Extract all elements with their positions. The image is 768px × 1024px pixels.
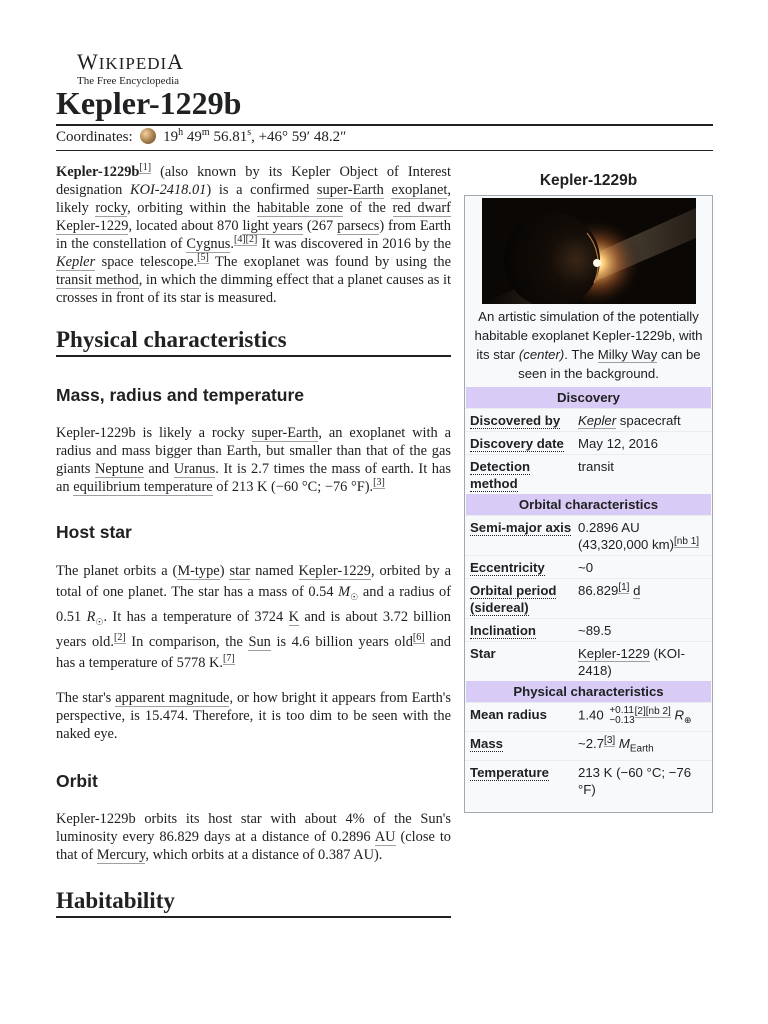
link-apparent-magnitude[interactable]: apparent magnitude (115, 690, 230, 707)
exoplanet-artwork (482, 198, 696, 304)
host-star-paragraph: The planet orbits a (M-type) star named Kepler-1229, orbited by a total of one planet. The star has a mass of 0.54 $M_☉$ and a radius of 0.51 $R_☉$. It has a temperature of 3724 K and is about 3.72 billion years old.[2] In comparison, the Sun is 4.6 billion years old[6] and has a temperature of 5778 K.[7] (56, 563, 452, 671)
link-kepler-1229-infobox[interactable]: Kepler-1229 (578, 646, 650, 661)
page-title: Kepler-1229b (56, 85, 242, 121)
infobox-row: Discovered by Kepler spacecraft (465, 408, 712, 431)
infobox-image[interactable] (482, 198, 696, 304)
coordinates-divider (56, 150, 713, 151)
coordinates-label: Coordinates: (56, 129, 133, 145)
link-milky-way[interactable]: Milky Way (597, 347, 658, 362)
link-parsecs[interactable]: parsecs (337, 218, 380, 234)
section-heading-physical: Physical characteristics (56, 327, 287, 352)
infobox-row: Mass ~2.7[3] $M_{Earth}$ (465, 731, 712, 760)
infobox-row: Mean radius 1.40 +0.11 −0.13[2][nb 2] $R_\oplus$ (465, 702, 712, 731)
link-sun[interactable]: Sun (248, 634, 271, 651)
logo-wordmark: WIKIPEDIA (77, 49, 185, 74)
link-star[interactable]: star (229, 563, 251, 579)
link-neptune[interactable]: Neptune (94, 461, 144, 477)
infobox-header-physical: Physical characteristics (466, 681, 711, 702)
section-heading-host-star: Host star (56, 522, 132, 542)
coordinates-dec[interactable]: +46° 59′ 48.2″ (258, 129, 347, 145)
link-equilibrium-temperature[interactable]: equilibrium temperature (73, 479, 213, 495)
ref-nb-1[interactable]: [nb 1] (674, 535, 700, 547)
section-heading-orbit: Orbit (56, 771, 98, 792)
intro-paragraph: Kepler-1229b[1] (also known by its Kepler Object of Interest designation KOI-2418.01) is a confirmed super-Earth exoplanet, likely rocky, orbiting within the habitable zone of the red dwarf Kepler-1229, located about 870 light years (267 parsecs) from Earth in the constellation of Cygnus.[4][2] It was discovered in 2016 by the Kepler space telescope.[5] The exoplanet was found by using the transit method, in which the dimming effect that a planet causes as it crosses in front of its star is measured. (56, 162, 452, 306)
link-habitable-zone[interactable]: habitable zone (256, 200, 344, 216)
infobox-row: Discovery date May 12, 2016 (465, 431, 712, 454)
ref-2-nb-2[interactable]: [2][nb 2] (634, 706, 671, 718)
magnitude-paragraph: The star's apparent magnitude, or how bright it appears from Earth's perspective, is 15.474. Therefore, it is too dim to be seen with the naked eye. (56, 690, 451, 743)
link-cygnus[interactable]: Cygnus (186, 236, 231, 252)
infobox-header-orbital: Orbital characteristics (466, 494, 711, 515)
ref-6[interactable]: [6] (412, 632, 425, 644)
infobox-caption: An artistic simulation of the potentially habitable exoplanet Kepler-1229b, with its star (center). The Milky Way can be seen in the background. (474, 309, 703, 381)
link-red-dwarf[interactable]: red dwarf (392, 200, 451, 216)
link-au[interactable]: AU (374, 829, 396, 846)
ref-3[interactable]: [3] (373, 477, 385, 489)
section-heading-habitability: Habitability (56, 888, 175, 914)
ref-4-2[interactable]: [4][2] (234, 234, 258, 246)
link-super-earth-2[interactable]: super-Earth (251, 425, 319, 441)
link-light-years[interactable]: light years (242, 218, 304, 234)
ref-3-infobox[interactable]: [3] (604, 734, 616, 746)
link-transit-method[interactable]: transit method (56, 272, 139, 288)
link-kepler-spacecraft[interactable]: Kepler (578, 413, 617, 428)
ref-2[interactable]: [2] (113, 632, 126, 644)
link-uranus[interactable]: Uranus (173, 461, 216, 477)
link-mercury[interactable]: Mercury (96, 847, 146, 864)
infobox-row: Star Kepler-1229 (KOI-2418) (465, 641, 712, 681)
link-day[interactable]: d (633, 583, 641, 598)
coordinates-link[interactable]: 19$^h$ 49$^m$ 56.81$^s$, (163, 127, 255, 145)
infobox (464, 195, 713, 813)
infobox-row: Inclination ~89.5 (465, 618, 712, 641)
article-body (56, 163, 451, 918)
infobox-header-discovery: Discovery (466, 387, 711, 408)
link-exoplanet[interactable]: exoplanet (391, 182, 448, 198)
infobox-title: Kepler-1229b (539, 172, 638, 189)
link-kepler-1229[interactable]: Kepler-1229 (56, 218, 129, 234)
infobox-row: Orbital period (sidereal) 86.829[1] d (465, 578, 712, 618)
globe-icon[interactable] (140, 128, 156, 144)
title-divider (56, 124, 713, 126)
link-m-type[interactable]: M-type (177, 563, 220, 579)
mass-paragraph: Kepler-1229b is likely a rocky super-Earth, an exoplanet with a radius and mass bigger than Earth, but smaller than that of the gas giants Neptune and Uranus. It is 2.7 times the mass of earth. It has an equilibrium temperature of 213 K (−60 °C; −76 °F).[3] (56, 425, 451, 495)
infobox-row: Detection method transit (465, 454, 712, 494)
infobox-row: Eccentricity ~0 (465, 555, 712, 578)
orbit-paragraph: Kepler-1229b orbits its host star with about 4% of the Sun's luminosity every 86.829 days at a distance of 0.2896 AU (close to that of Mercury, which orbits at a distance of 0.387 AU). (56, 811, 452, 864)
link-kelvin[interactable]: K (288, 608, 299, 625)
ref-7[interactable]: [7] (223, 652, 235, 664)
ref-1[interactable]: [1] (139, 162, 152, 174)
ref-5[interactable]: [5] (197, 252, 209, 264)
link-rocky[interactable]: rocky (95, 200, 128, 216)
infobox-row: Semi-major axis 0.2896 AU (43,320,000 km)[nb 1] (465, 515, 712, 555)
ref-1-infobox[interactable]: [1] (618, 581, 630, 593)
infobox-row: Temperature 213 K (−60 °C; −76 °F) (465, 760, 712, 812)
link-kepler[interactable]: Kepler (56, 254, 96, 270)
section-heading-mass-radius: Mass, radius and temperature (56, 385, 304, 405)
logo-tagline: The Free Encyclopedia (77, 75, 180, 87)
section-divider-2 (56, 916, 451, 918)
link-super-earth[interactable]: super-Earth (316, 182, 384, 198)
coordinates (56, 127, 346, 147)
link-kepler-1229-host[interactable]: Kepler-1229 (298, 563, 371, 579)
